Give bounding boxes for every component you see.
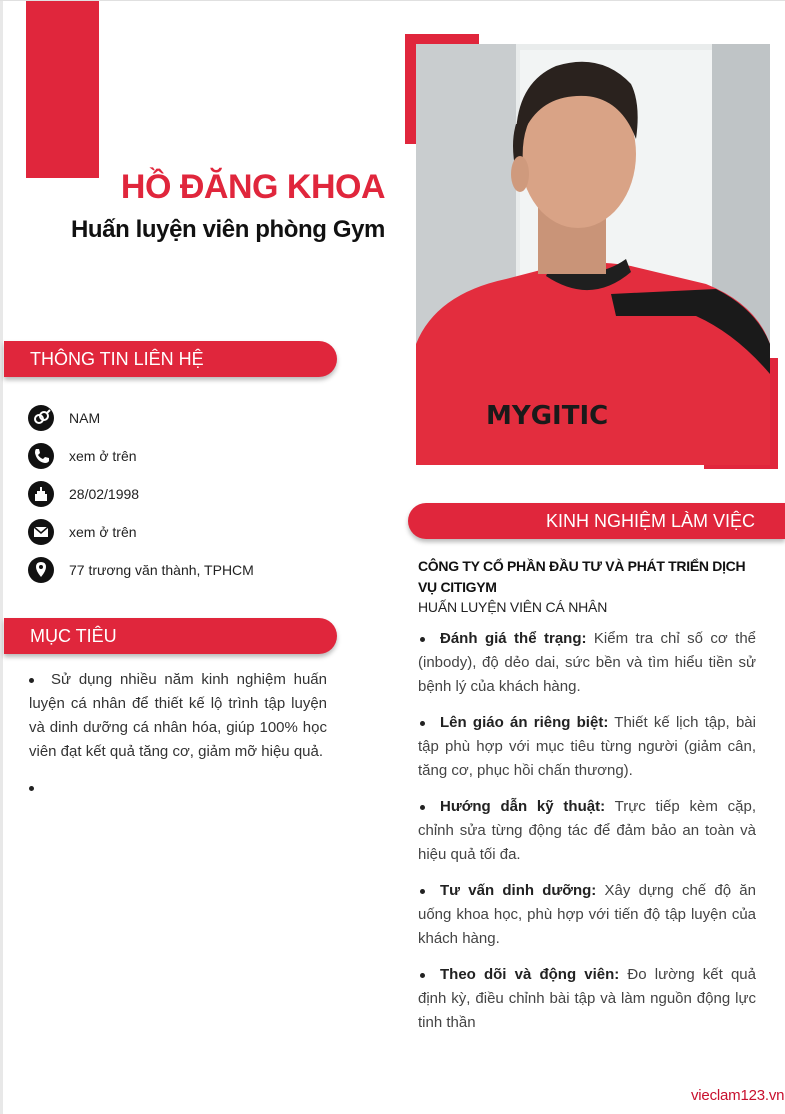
watermark: vieclam123.vn <box>691 1087 785 1104</box>
email-icon <box>28 519 54 545</box>
job-title: Huấn luyện viên phòng Gym <box>70 216 385 243</box>
contact-birthday: 28/02/1998 <box>69 486 140 502</box>
gender-icon <box>28 405 54 431</box>
contact-heading: THÔNG TIN LIÊN HỆ <box>4 341 337 377</box>
objective-list <box>29 668 327 800</box>
phone-icon <box>28 443 54 469</box>
duty-item: Lên giáo án riêng biệt: Thiết kế lịch tập, bài tập phù hợp với mục tiêu từng người (giảm cân, tăng cơ, phục hồi chấn thương). <box>418 714 756 779</box>
objective-heading: MỤC TIÊU <box>4 618 337 654</box>
duty-item: Theo dõi và động viên: Đo lường kết quả định kỳ, điều chỉnh bài tập và làm nguồn động lực tinh thần <box>418 966 756 1031</box>
contact-list <box>28 399 358 589</box>
duty-list <box>418 627 756 1047</box>
decorative-red-block <box>26 1 99 178</box>
position-title: HUẤN LUYỆN VIÊN CÁ NHÂN <box>418 599 608 615</box>
candidate-name: HỒ ĐĂNG KHOA <box>120 168 385 206</box>
duty-item: Hướng dẫn kỹ thuật: Trực tiếp kèm cặp, chỉnh sửa từng động tác để đảm bảo an toàn và hiệu quả tối đa. <box>418 798 756 863</box>
contact-item-birthday <box>28 475 358 513</box>
page-edge-left <box>0 0 3 1114</box>
contact-gender: NAM <box>69 410 101 426</box>
contact-item-phone <box>28 437 358 475</box>
birthday-cake-icon <box>28 481 54 507</box>
contact-item-address <box>28 551 358 589</box>
contact-item-gender <box>28 399 358 437</box>
page-edge-top <box>0 0 785 1</box>
objective-item-empty <box>29 776 327 800</box>
duty-item: Đánh giá thể trạng: Kiểm tra chỉ số cơ thể (inbody), độ dẻo dai, sức bền và tìm hiểu tiền sử bệnh lý của khách hàng. <box>418 630 756 695</box>
duty-item: Tư vấn dinh dưỡng: Xây dựng chế độ ăn uống khoa học, phù hợp với tiến độ tập luyện của khách hàng. <box>418 882 756 947</box>
contact-address: 77 trương văn thành, TPHCM <box>69 562 254 578</box>
objective-item: Sử dụng nhiều năm kinh nghiệm huấn luyện cá nhân để thiết kế lộ trình tập luyện và dinh dưỡng cá nhân hóa, giúp 100% học viên đạt kết quả tăng cơ, giảm mỡ hiệu quả. <box>29 671 327 760</box>
contact-item-email <box>28 513 358 551</box>
shirt-text: MYGITIC <box>486 401 609 431</box>
experience-heading: KINH NGHIỆM LÀM VIỆC <box>408 503 785 539</box>
contact-email: xem ở trên <box>69 524 137 540</box>
company-name: CÔNG TY CỔ PHẦN ĐẦU TƯ VÀ PHÁT TRIỂN DỊCH VỤ CITIGYM <box>418 558 746 595</box>
profile-photo <box>416 44 770 465</box>
contact-phone: xem ở trên <box>69 448 137 464</box>
location-pin-icon <box>28 557 54 583</box>
